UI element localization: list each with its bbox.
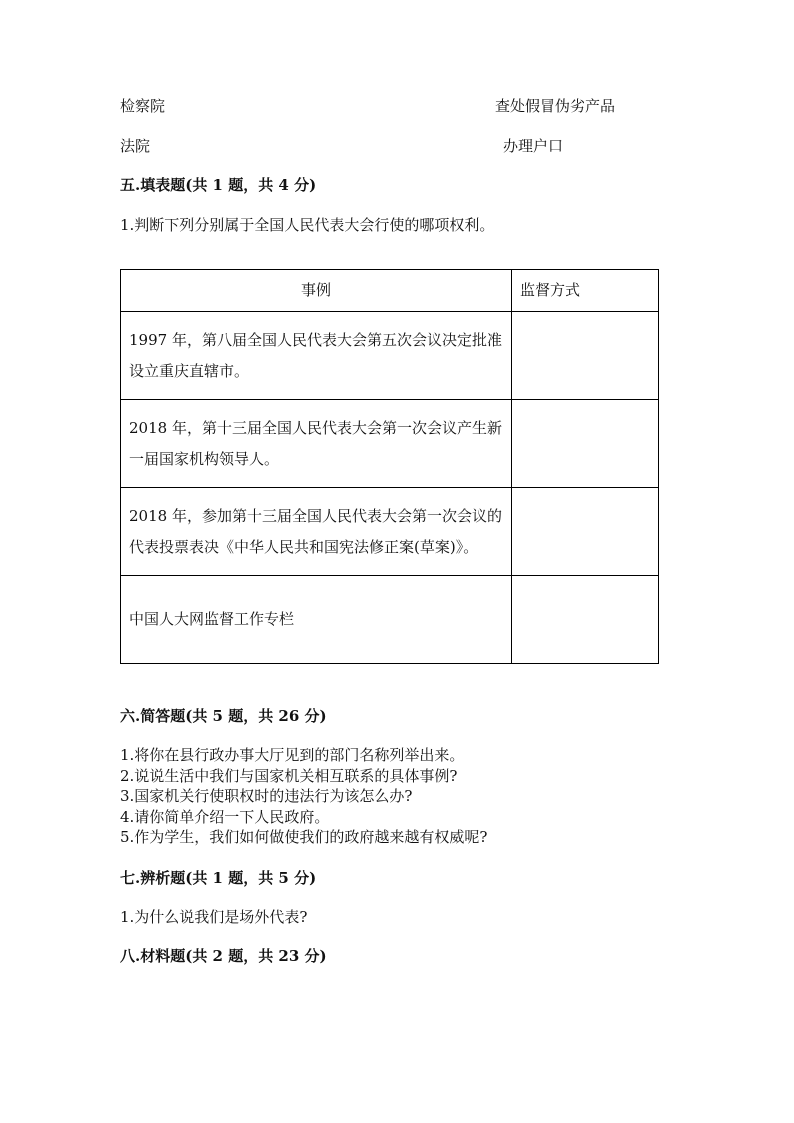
table-cell-answer[interactable] [512,312,659,400]
list-item: 4.请你简单介绍一下人民政府。 [120,807,330,826]
section6-question-list [120,745,487,848]
table-cell-example: 中国人大网监督工作专栏 [121,576,512,664]
match-right-2: 办理户口 [503,137,564,155]
list-item: 1.将你在县行政办事大厅见到的部门名称列举出来。 [120,746,465,764]
section5-question: 1.判断下列分别属于全国人民代表大会行使的哪项权利。 [120,216,495,234]
table-cell-example: 1997 年，第八届全国人民代表大会第五次会议决定批准设立重庆直辖市。 [121,312,512,400]
table-row [121,576,659,664]
match-right-1: 查处假冒伪劣产品 [495,97,616,115]
section6-title: 六.简答题(共 5 题，共 26 分) [120,707,327,725]
table-row [121,488,659,576]
list-item: 3.国家机关行使职权时的违法行为该怎么办? [120,787,413,805]
section8-title: 八.材料题(共 2 题，共 23 分) [120,947,327,965]
section5-title: 五.填表题(共 1 题，共 4 分) [120,176,317,194]
match-left-2: 法院 [120,137,151,155]
table-cell-example: 2018 年，参加第十三届全国人民代表大会第一次会议的代表投票表决《中华人民共和国宪法修正案(草案)》。 [121,488,512,576]
table-header-answer: 监督方式 [512,270,659,312]
table-cell-answer[interactable] [512,400,659,488]
table-row [121,400,659,488]
table-cell-answer[interactable] [512,576,659,664]
table-cell-answer[interactable] [512,488,659,576]
section7-question: 1.为什么说我们是场外代表? [120,908,308,926]
fill-table [120,269,659,664]
table-header-example: 事例 [121,270,512,312]
table-cell-example: 2018 年，第十三届全国人民代表大会第一次会议产生新一届国家机构领导人。 [121,400,512,488]
list-item: 5.作为学生，我们如何做使我们的政府越来越有权威呢? [120,828,488,846]
match-left-1: 检察院 [120,97,166,115]
table-header-row [121,270,659,312]
section7-title: 七.辨析题(共 1 题，共 5 分) [120,869,317,887]
table-row [121,312,659,400]
list-item: 2.说说生活中我们与国家机关相互联系的具体事例? [120,766,458,785]
